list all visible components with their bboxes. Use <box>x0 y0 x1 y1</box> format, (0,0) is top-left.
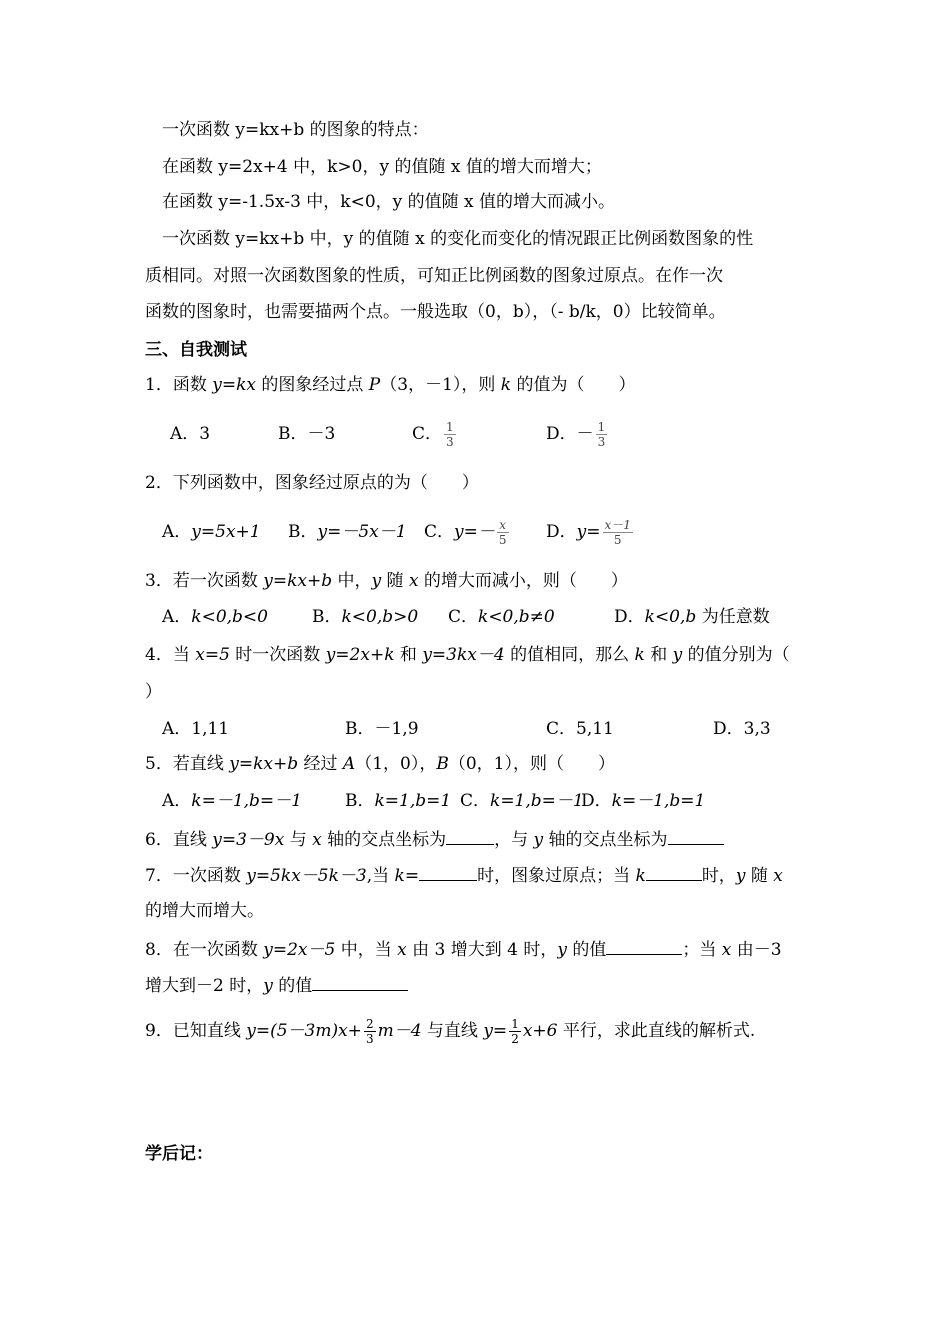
q4-option-c: C．5,11 <box>546 719 614 739</box>
q3-option-b: B．k<0,b>0 <box>312 607 419 627</box>
q8-stem: 8．在一次函数 y=2x－5 中，当 x 由 3 增大到 4 时，y 的值 ；当 x 由－3 <box>145 936 782 962</box>
answer-blank[interactable] <box>419 862 477 881</box>
q8-stem-line-2: 增大到－2 时，y 的值 <box>145 972 408 998</box>
intro-line-2: 在函数 y=2x+4 中，k>0，y 的值随 x 值的增大而增大； <box>162 157 602 177</box>
fraction: $\frac{2}{3}$ <box>365 1017 374 1046</box>
q2-option-d: D．y= $\frac{x-1}{5}$ <box>546 518 631 547</box>
q3-stem: 3．若一次函数 y=kx+b 中，y 随 x 的增大而减小，则（ ） <box>145 571 628 591</box>
fraction: $\frac{x-1}{5}$ <box>604 518 631 547</box>
q1-stem: 1．函数 y=kx 的图象经过点 P（3，－1），则 k 的值为（ ） <box>145 375 636 395</box>
q2-option-a: A．y=5x+1 <box>162 522 261 542</box>
answer-blank[interactable] <box>312 972 408 991</box>
fraction: $\frac{1}{3}$ <box>597 420 606 449</box>
q2-option-b: B．y=－5x－1 <box>288 522 407 542</box>
q4-option-d: D．3,3 <box>713 719 771 739</box>
q7-stem: 7．一次函数 y=5kx－5k－3,当 k= 时，图象过原点；当 k 时，y 随 x <box>145 862 783 888</box>
intro-line-1: 一次函数 y=kx+b 的图象的特点： <box>162 120 429 140</box>
notes-label: 学后记： <box>145 1144 213 1164</box>
q2-stem: 2．下列函数中，图象经过原点的为（ ） <box>145 473 479 493</box>
q5-option-b: B．k=1,b=1 <box>345 791 452 811</box>
intro-line-3: 在函数 y=-1.5x-3 中，k<0，y 的值随 x 值的增大而减小。 <box>162 192 616 212</box>
q3-option-a: A．k<0,b<0 <box>162 607 268 627</box>
q1-option-c: C． $\frac{1}{3}$ <box>412 420 454 449</box>
q3-option-d: D．k<0,b 为任意数 <box>614 607 770 627</box>
q5-option-d: D．k=－1,b=1 <box>581 791 706 811</box>
intro-line-6: 函数的图象时，也需要描两个点。一般选取（0，b），（- b/k，0）比较简单。 <box>145 302 726 322</box>
answer-blank[interactable] <box>646 862 702 881</box>
q2-option-c: C．y=－ $\frac{x}{5}$ <box>424 518 507 547</box>
q5-option-a: A．k=－1,b=－1 <box>162 791 302 811</box>
q1-option-d: D．－ $\frac{1}{3}$ <box>546 420 606 449</box>
q5-stem: 5．若直线 y=kx+b 经过 A（1，0），B（0，1），则（ ） <box>145 754 615 774</box>
q4-option-a: A．1,11 <box>162 719 230 739</box>
intro-line-4: 一次函数 y=kx+b 中，y 的值随 x 的变化而变化的情况跟正比例函数图象的性 <box>162 229 754 249</box>
q7-stem-line-2: 的增大而增大。 <box>145 901 264 921</box>
q9-stem: 9．已知直线 y=(5－3m)x+ $\frac{2}{3}$ m－4 与直线 y= $\frac{1}{2}$ x+6 平行，求此直线的解析式. <box>145 1017 756 1046</box>
q1-option-b: B．－3 <box>278 424 336 444</box>
answer-blank[interactable] <box>668 826 724 845</box>
fraction: $\frac{1}{3}$ <box>446 420 454 449</box>
q4-option-b: B．－1,9 <box>345 719 419 739</box>
q3-option-c: C．k<0,b≠0 <box>448 607 555 627</box>
fraction: $\frac{x}{5}$ <box>498 518 507 547</box>
q5-option-c: C．k=1,b=－1 <box>460 791 584 811</box>
fraction: $\frac{1}{2}$ <box>511 1017 519 1046</box>
intro-line-5: 质相同。对照一次函数图象的性质，可知正比例函数的图象过原点。在作一次 <box>145 266 723 286</box>
q4-stem: 4．当 x=5 时一次函数 y=2x+k 和 y=3kx－4 的值相同，那么 k 和 y 的值分别为（ <box>145 645 790 665</box>
q4-stem-close: ） <box>145 682 162 702</box>
section-title: 三、自我测试 <box>145 340 247 360</box>
answer-blank[interactable] <box>606 936 682 955</box>
q6-stem: 6．直线 y=3－9x 与 x 轴的交点坐标为 ，与 y 轴的交点坐标为 <box>145 826 724 852</box>
answer-blank[interactable] <box>446 826 494 845</box>
q1-option-a: A．3 <box>170 424 211 444</box>
